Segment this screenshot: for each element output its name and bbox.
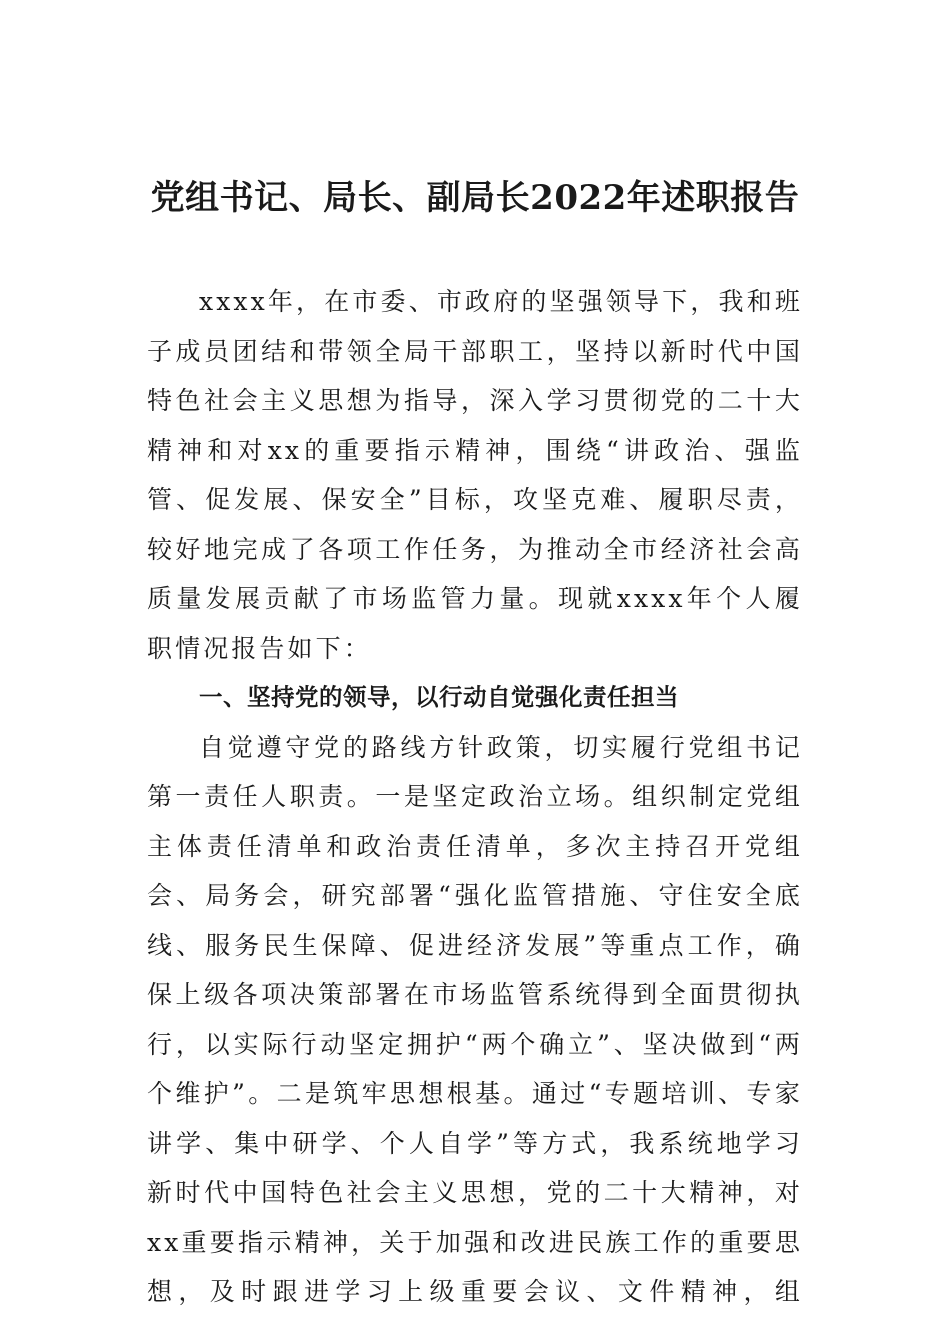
intro-paragraph: xxxx年，在市委、市政府的坚强领导下，我和班子成员团结和带领全局干部职工，坚持以新时代中国特色社会主义思想为指导，深入学习贯彻党的二十大精神和对xx的重要指示精神，围绕“讲政治、强监管、促发展、保安全”目标，攻坚克难、履职尽责，较好地完成了各项工作任务，为推动全市经济社会高质量发展贡献了市场监管力量。现就xxxx年个人履职情况报告如下： bbox=[147, 287, 803, 663]
section-1-paragraph: 自觉遵守党的路线方针政策，切实履行党组书记第一责任人职责。一是坚定政治立场。组织制定党组主体责任清单和政治责任清单，多次主持召开党组会、局务会，研究部署“强化监管措施、守住安全底线、服务民生保障、促进经济发展”等重点工作，确保上级各项决策部署在市场监管系统得到全面贯彻执行，以实际行动坚定拥护“两个确立”、坚决做到“两个维护”。二是筑牢思想根基。通过“专题培训、专家讲学、集中研学、个人自学”等方式，我系统地学习新时代中国特色社会主义思想，党的二十大精神，对xx重要指示精神，关于加强和改进民族工作的重要思想，及时跟进学习上级重要会议、文件精神，组 bbox=[147, 732, 803, 1306]
section-heading-1: 一、坚持党的领导，以行动自觉强化责任担当 bbox=[199, 683, 679, 711]
document-title: 党组书记、局长、副局长2022年述职报告 bbox=[150, 178, 800, 218]
document-body bbox=[147, 277, 803, 1317]
